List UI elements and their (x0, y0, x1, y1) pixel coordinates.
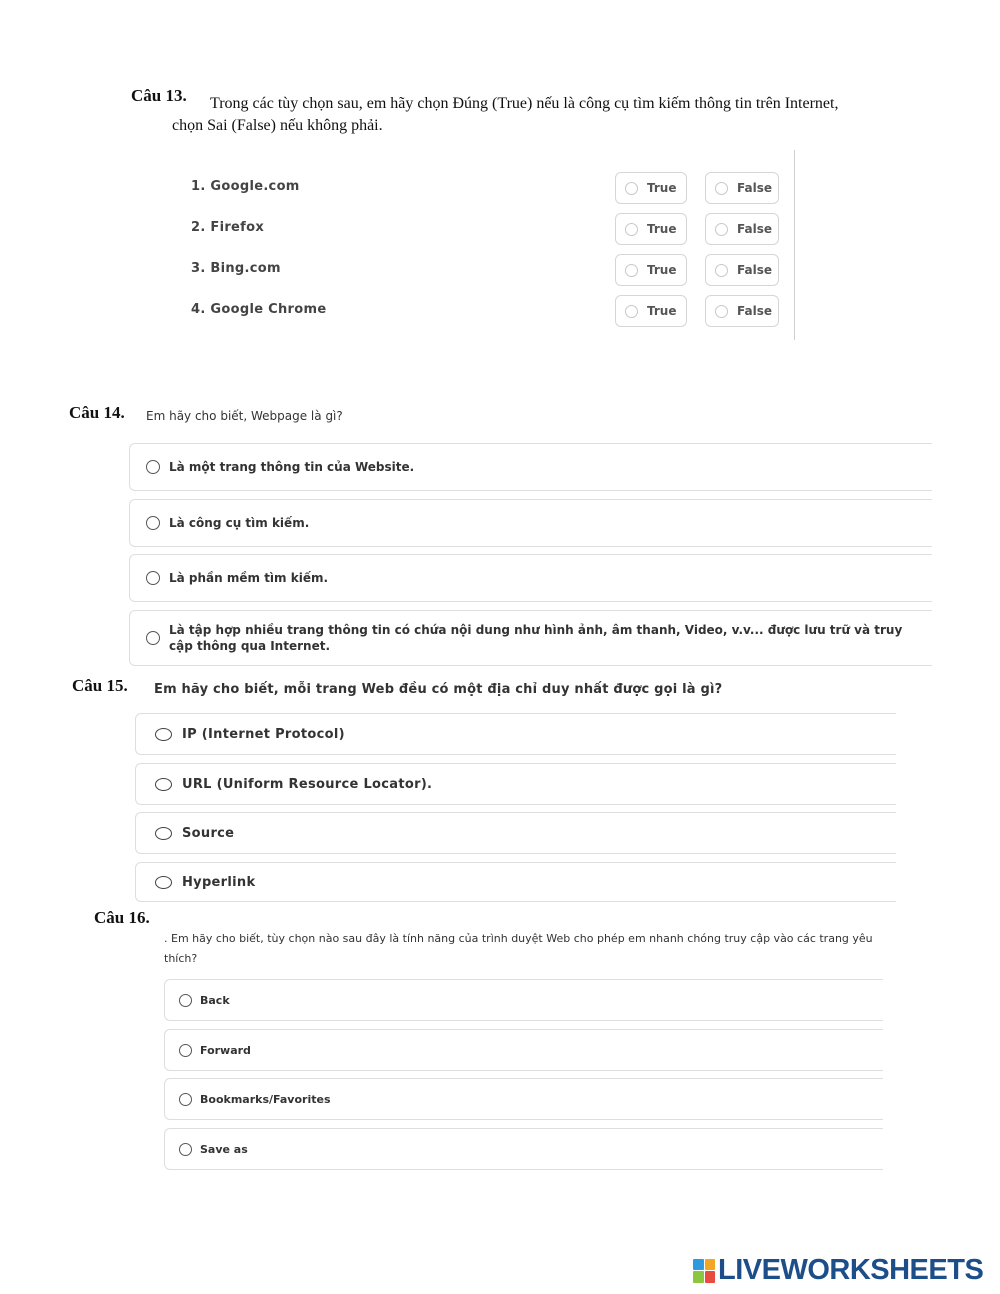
q16-option-label: Save as (200, 1142, 248, 1156)
q14-option[interactable] (129, 499, 932, 547)
tf-false-button[interactable] (705, 295, 779, 327)
q15-option-label: IP (Internet Protocol) (182, 726, 345, 742)
q16-option[interactable] (164, 1078, 883, 1120)
tf-false-label: False (737, 222, 772, 236)
question-15-label: Câu 15. (72, 676, 128, 695)
question-14-label: Câu 14. (69, 403, 125, 422)
radio-circle-icon (146, 460, 160, 474)
q14-option-label: Là công cụ tìm kiếm. (169, 516, 310, 530)
tf-true-label: True (647, 181, 677, 195)
tf-item-label: 3. Bing.com (191, 261, 281, 276)
q16-option[interactable] (164, 1128, 883, 1170)
radio-circle-icon (179, 994, 192, 1007)
logo-tile (693, 1271, 704, 1283)
radio-circle-icon (155, 728, 172, 741)
radio-circle-icon (625, 305, 638, 318)
radio-circle-icon (715, 223, 728, 236)
q14-option-label: Là phần mềm tìm kiếm. (169, 571, 329, 585)
q15-option-label: Source (182, 825, 235, 841)
logo-tile (693, 1259, 704, 1271)
tf-true-label: True (647, 263, 677, 277)
question-16-label: Câu 16. (94, 908, 150, 927)
tf-true-button[interactable] (615, 295, 687, 327)
liveworksheets-logo (693, 1254, 983, 1287)
q16-option-label: Back (200, 993, 230, 1007)
question-13-text-line2: chọn Sai (False) nếu không phải. (172, 117, 383, 134)
tf-false-label: False (737, 304, 772, 318)
tf-false-button[interactable] (705, 254, 779, 286)
radio-circle-icon (625, 264, 638, 277)
radio-circle-icon (179, 1093, 192, 1106)
question-13-text-line1: Trong các tùy chọn sau, em hãy chọn Đúng (True) nếu là công cụ tìm kiếm thông tin trên Internet, (210, 95, 839, 112)
tf-true-button[interactable] (615, 254, 687, 286)
logo-tile (705, 1271, 716, 1283)
radio-circle-icon (625, 223, 638, 236)
liveworksheets-logo-text: LIVEWORKSHEETS (718, 1254, 984, 1286)
question-16-stem: . Em hãy cho biết, tùy chọn nào sau đây là tính năng của trình duyệt Web cho phép em nhanh chóng truy cập vào các trang yêu thích? (164, 932, 873, 965)
radio-circle-icon (155, 876, 172, 889)
q14-option[interactable] (129, 443, 932, 491)
radio-circle-icon (715, 264, 728, 277)
liveworksheets-logo-mark-icon (693, 1259, 715, 1283)
radio-circle-icon (146, 516, 160, 530)
q14-option[interactable] (129, 554, 932, 602)
radio-circle-icon (179, 1044, 192, 1057)
radio-circle-icon (715, 305, 728, 318)
q15-option-label: URL (Uniform Resource Locator). (182, 776, 433, 792)
divider (794, 150, 795, 340)
tf-false-label: False (737, 263, 772, 277)
q15-option[interactable] (135, 763, 896, 805)
tf-false-label: False (737, 181, 772, 195)
tf-false-button[interactable] (705, 172, 779, 204)
q14-option-label: Là một trang thông tin của Website. (169, 460, 415, 474)
tf-true-label: True (647, 222, 677, 236)
radio-circle-icon (625, 182, 638, 195)
tf-true-label: True (647, 304, 677, 318)
q14-option-label: Là tập hợp nhiều trang thông tin có chứa nội dung như hình ảnh, âm thanh, Video, v.v... được lưu trữ và truy cập thông qua Internet. (169, 623, 903, 653)
radio-circle-icon (155, 778, 172, 791)
logo-tile (705, 1259, 716, 1271)
tf-true-button[interactable] (615, 172, 687, 204)
q15-option[interactable] (135, 713, 896, 755)
tf-item-label: 4. Google Chrome (191, 302, 327, 317)
q15-option[interactable] (135, 812, 896, 854)
q15-option-label: Hyperlink (182, 874, 256, 890)
tf-item-label: 2. Firefox (191, 220, 265, 235)
radio-circle-icon (179, 1143, 192, 1156)
q16-option[interactable] (164, 979, 883, 1021)
question-14-stem: Em hãy cho biết, Webpage là gì? (146, 409, 343, 423)
radio-circle-icon (155, 827, 172, 840)
question-13-label: Câu 13. (131, 86, 187, 105)
question-15-stem: Em hãy cho biết, mỗi trang Web đều có một địa chỉ duy nhất được gọi là gì? (154, 682, 723, 697)
q14-option[interactable] (129, 610, 932, 666)
q16-option[interactable] (164, 1029, 883, 1071)
radio-circle-icon (715, 182, 728, 195)
radio-circle-icon (146, 571, 160, 585)
q16-option-label: Bookmarks/Favorites (200, 1092, 331, 1106)
tf-item-label: 1. Google.com (191, 179, 300, 194)
tf-true-button[interactable] (615, 213, 687, 245)
q16-option-label: Forward (200, 1043, 251, 1057)
radio-circle-icon (146, 631, 160, 645)
q15-option[interactable] (135, 862, 896, 902)
tf-false-button[interactable] (705, 213, 779, 245)
